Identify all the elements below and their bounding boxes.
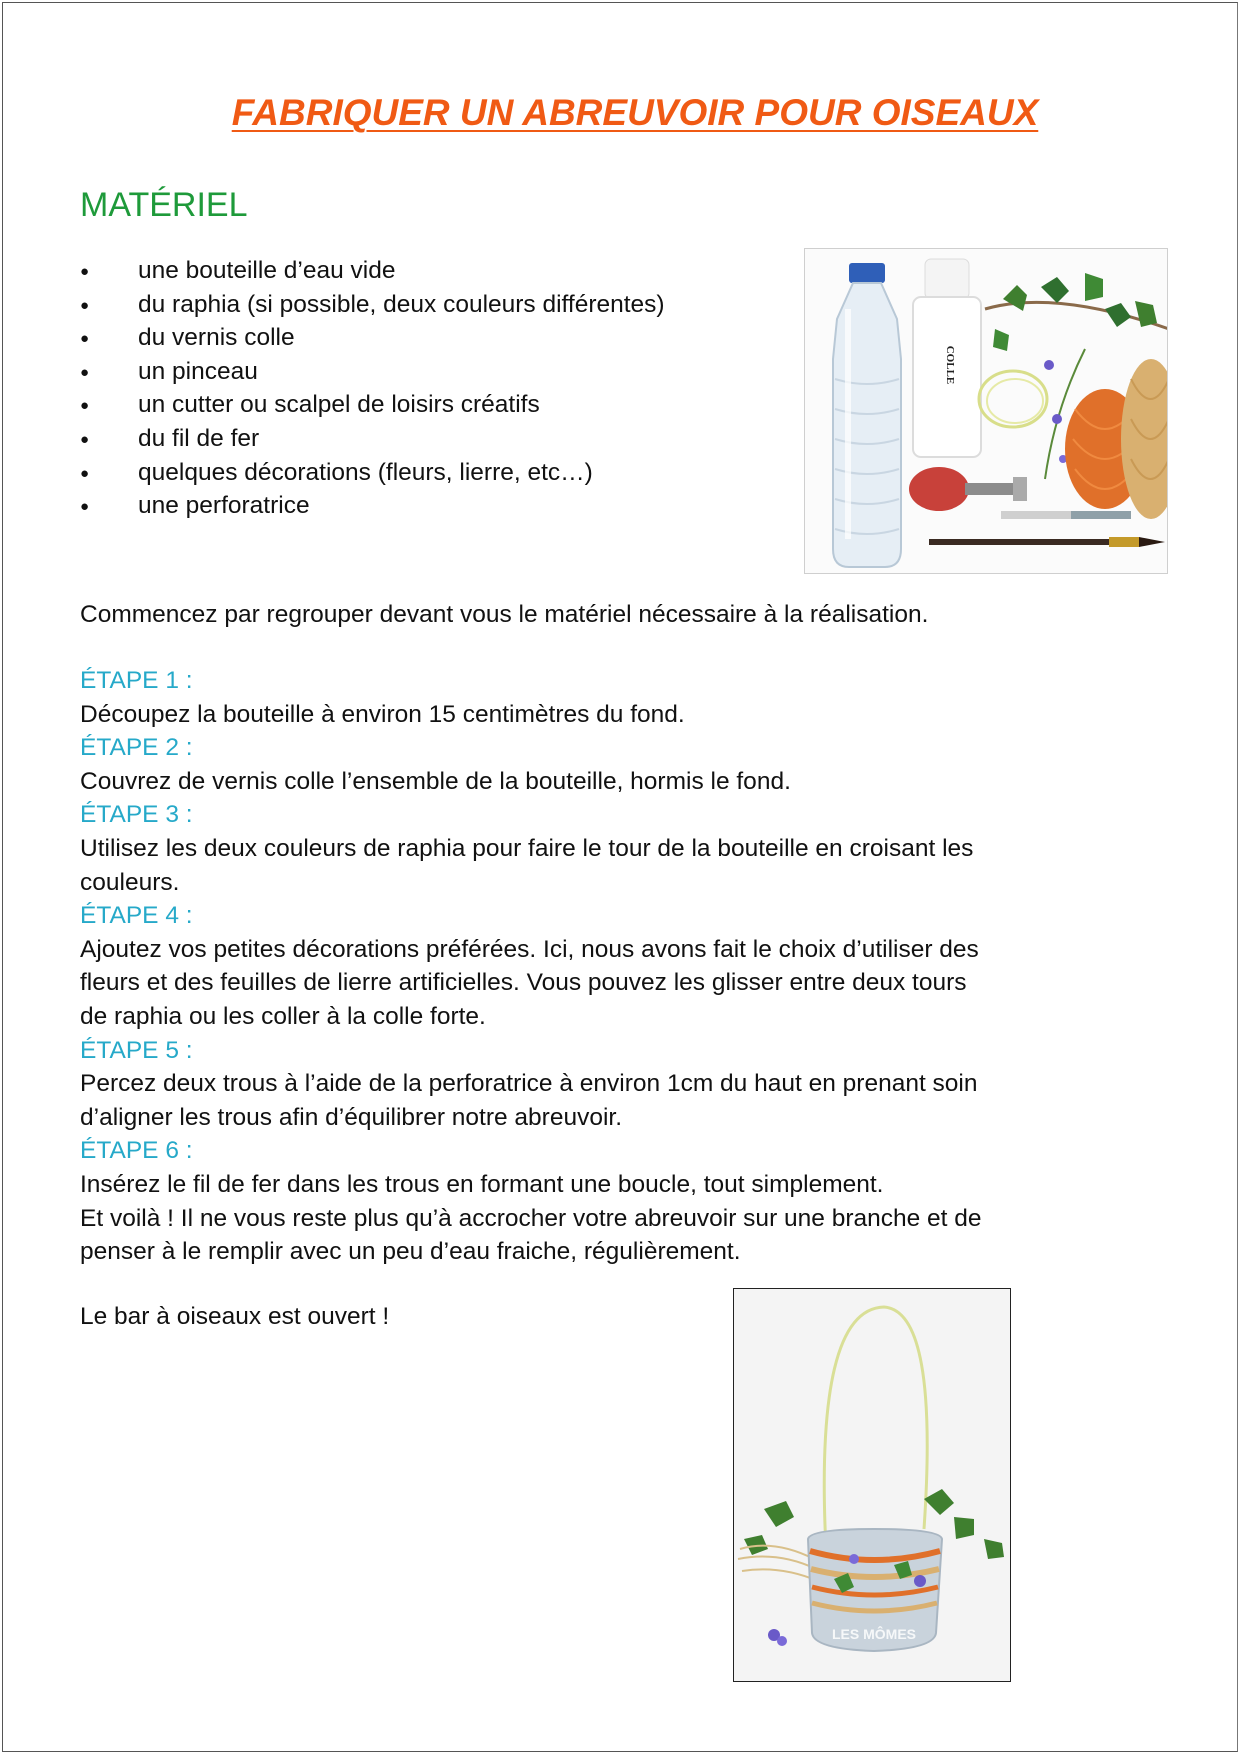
step-text: d’aligner les trous afin d’équilibrer notre abreuvoir. [80,1103,623,1131]
step-text: Découpez la bouteille à environ 15 centimètres du fond. [80,700,685,728]
watermark-text: LES MÔMES [831,1626,917,1642]
step-text: Utilisez les deux couleurs de raphia pour faire le tour de la bouteille en croisant les [80,834,974,862]
list-item: ● quelques décorations (fleurs, lierre, etc…) [80,456,665,490]
glue-label: COLLE [944,345,956,385]
step-text: Insérez le fil de fer dans les trous en formant une boucle, tout simplement. [80,1170,884,1198]
step-text: Percez deux trous à l’aide de la perforatrice à environ 1cm du haut en prenant soin [80,1070,978,1098]
cutter-icon [1001,511,1131,519]
list-item: ● un cutter ou scalpel de loisirs créatifs [80,388,665,422]
step-3 [80,798,1200,899]
intro-text: Commencez par regrouper devant vous le matériel nécessaire à la réalisation. [80,601,929,628]
list-item: ● une perforatrice [80,489,665,523]
step-label: ÉTAPE 2 : [80,734,193,762]
step-label: ÉTAPE 1 : [80,667,193,694]
step-5 [80,1034,1200,1135]
bullet-icon: ● [80,263,90,280]
step-text: couleurs. [80,868,180,896]
list-item: ● du raphia (si possible, deux couleurs différentes) [80,288,665,322]
step-label: ÉTAPE 4 : [80,902,193,930]
step-text: Ajoutez vos petites décorations préférées. Ici, nous avons fait le choix d’utiliser des [80,935,979,963]
materials-illustration [805,249,1168,574]
step-label: ÉTAPE 5 : [80,1036,193,1064]
bullet-icon: ● [80,363,90,381]
steps-section [80,664,1200,1269]
materials-list [80,254,665,523]
bird-feeder-illustration [734,1289,1011,1682]
bullet-icon: ● [80,464,90,482]
list-item: ● du fil de fer [80,422,665,456]
step-text: penser à le remplir avec un peu d’eau fraiche, régulièrement. [80,1238,741,1266]
list-item: ● du vernis colle [80,321,665,355]
step-4 [80,899,1200,1033]
step-text: de raphia ou les coller à la colle forte. [80,1002,486,1030]
step-label: ÉTAPE 3 : [80,801,193,829]
bullet-icon: ● [80,296,90,314]
list-item: ● une bouteille d’eau vide [80,254,665,288]
bullet-icon: ● [80,330,90,348]
step-text: Couvrez de vernis colle l’ensemble de la bouteille, hormis le fond. [80,767,791,795]
page-title: FABRIQUER UN ABREUVOIR POUR OISEAUX [231,92,1039,133]
result-photo [733,1288,1011,1682]
materials-photo [804,248,1168,574]
step-6 [80,1134,1200,1268]
step-1 [80,664,1200,731]
step-label: ÉTAPE 6 : [80,1137,193,1165]
bullet-icon: ● [80,498,90,516]
step-2 [80,731,1200,798]
materials-heading: MATÉRIEL [80,186,248,224]
list-item: ● un pinceau [80,355,665,389]
bullet-icon: ● [80,397,90,415]
water-bottle-icon [833,263,901,567]
step-text: Et voilà ! Il ne vous reste plus qu’à accrocher votre abreuvoir sur une branche et de [80,1204,982,1232]
closing-text: Le bar à oiseaux est ouvert ! [80,1303,390,1330]
bullet-icon: ● [80,430,90,448]
step-text: fleurs et des feuilles de lierre artificielles. Vous pouvez les glisser entre deux tours [80,969,967,997]
